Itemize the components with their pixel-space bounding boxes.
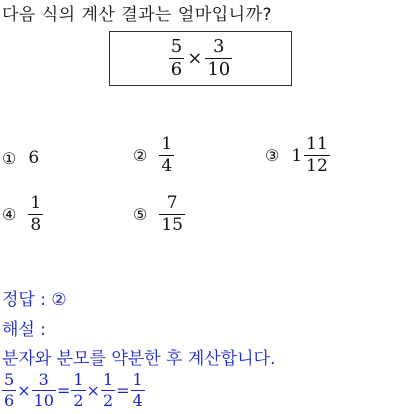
solution-fraction [2,372,16,409]
choice-mark: ① [2,148,17,168]
mixed-whole: 1 [291,145,303,166]
answer-label: 정답 : [2,290,46,310]
choice-mark: ③ [265,146,280,165]
question-text: 다음 식의 계산 결과는 얼마입니까? [2,5,273,25]
denominator: 8 [30,215,42,235]
expression-box [109,31,292,86]
choice-4[interactable] [2,195,43,234]
multiply-sign: × [187,48,203,69]
solution-fraction [131,372,145,409]
solution-fraction [101,372,115,409]
numerator: 3 [213,36,225,57]
solution-fraction [71,372,85,409]
denominator: 4 [161,156,173,176]
denominator: 4 [132,391,143,410]
denominator: 12 [306,156,328,176]
denominator: 6 [170,59,183,80]
numerator: 1 [132,370,143,389]
explanation-label: 해설 : [2,320,46,340]
numerator: 7 [166,193,178,213]
multiply-sign: × [86,381,100,400]
solution-equation [2,372,145,409]
denominator: 2 [73,391,84,410]
numerator: 1 [73,370,84,389]
expression-fraction-left [169,38,184,79]
multiply-sign: × [17,381,31,400]
choice-mark: ④ [2,205,17,224]
equals-sign: = [56,381,71,400]
numerator: 1 [102,370,114,389]
numerator: 1 [161,134,173,154]
choice-fraction [159,195,185,234]
denominator: 10 [33,391,54,410]
denominator: 6 [4,391,15,410]
expression-fraction-right [205,38,232,79]
numerator: 1 [30,193,42,213]
denominator: 15 [161,215,183,235]
choice-3[interactable] [265,136,330,175]
solution-fraction [32,372,56,409]
denominator: 10 [207,59,231,80]
choice-fraction [28,195,43,234]
choice-mark: ② [133,146,148,165]
explanation-text: 분자와 분모를 약분한 후 계산합니다. [2,349,276,369]
numerator: 3 [38,370,49,389]
choice-2[interactable] [133,136,174,175]
choice-1[interactable] [2,148,39,168]
numerator: 5 [170,36,183,57]
choice-fraction [304,136,330,175]
answer-line [2,285,67,310]
choice-value: 6 [28,148,40,168]
answer-value: ② [51,290,67,310]
numerator: 5 [4,370,15,389]
choice-mark: ⑤ [133,205,148,224]
equals-sign: = [116,381,130,400]
choice-5[interactable] [133,195,185,234]
numerator: 11 [306,134,328,154]
choice-fraction [159,136,174,175]
denominator: 2 [102,391,114,410]
